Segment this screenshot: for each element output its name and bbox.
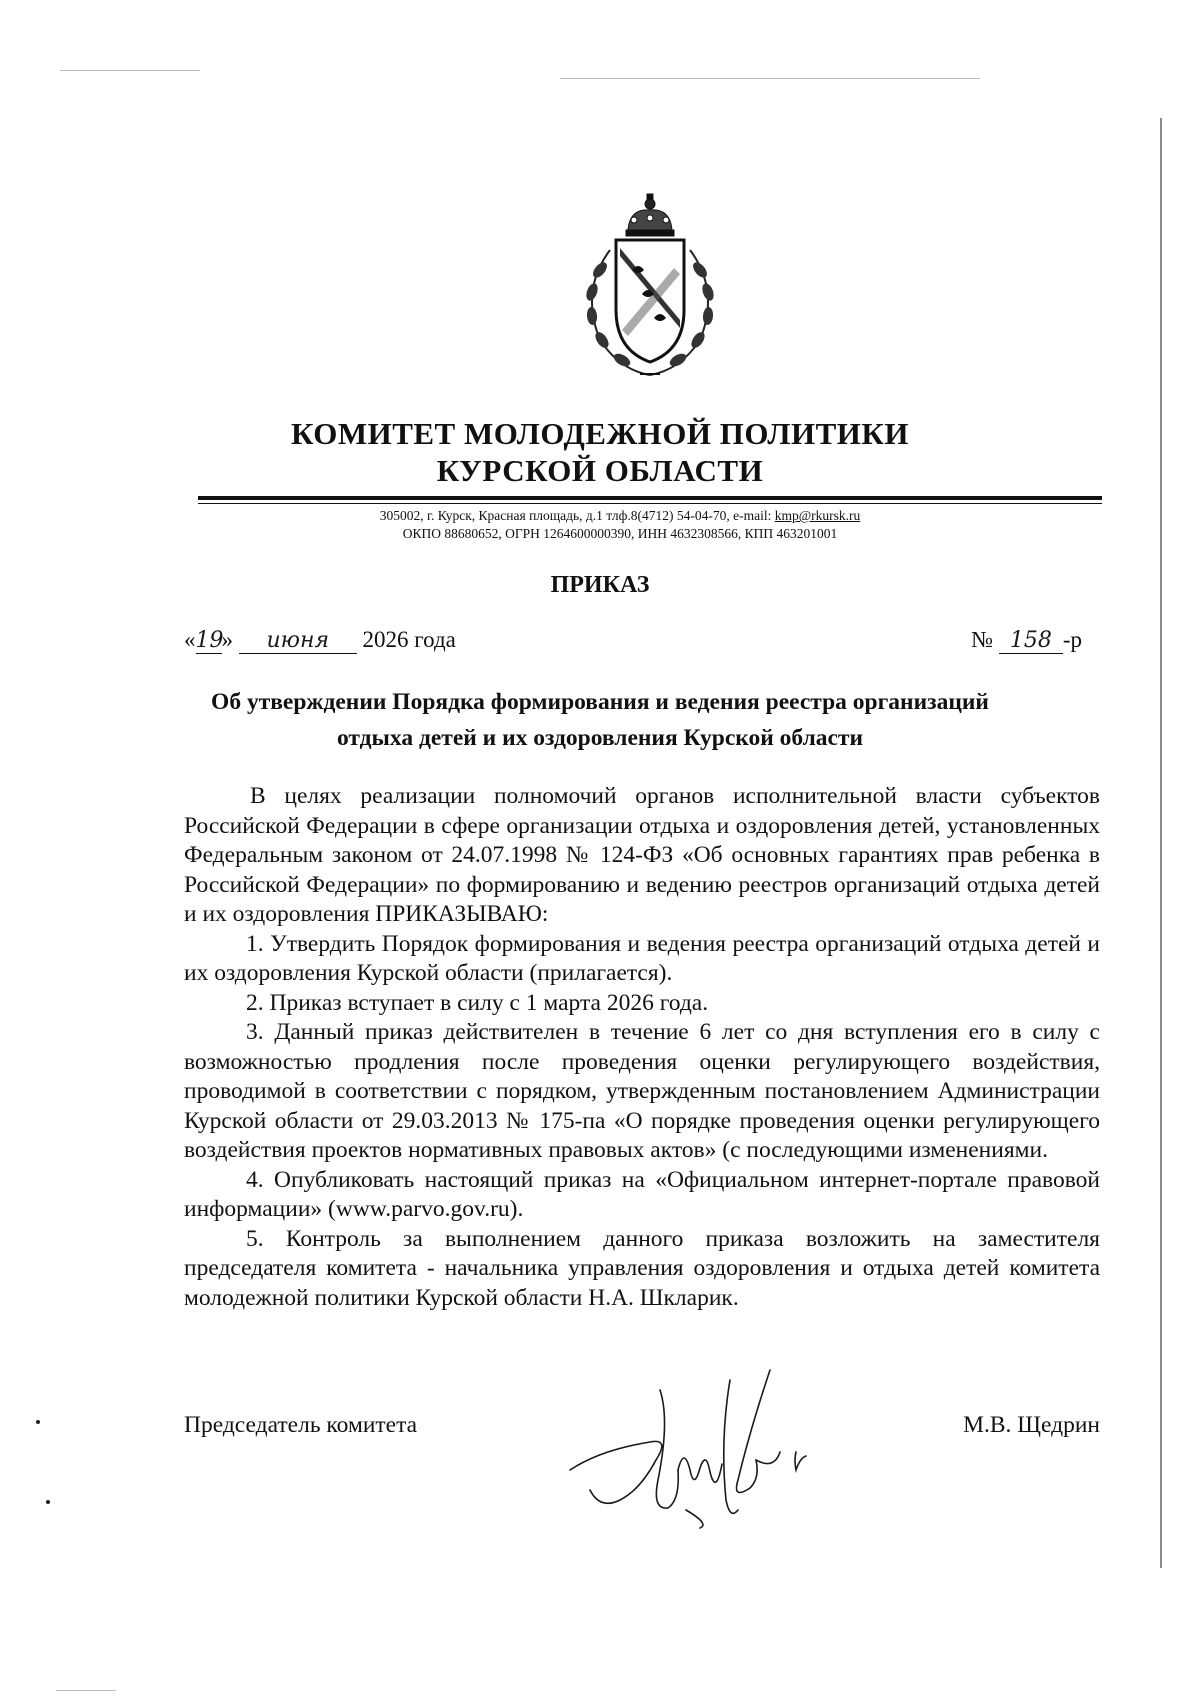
contact-line bbox=[0, 508, 1200, 524]
date-year: 2026 года bbox=[362, 627, 456, 652]
email-link[interactable]: kmp@rkursk.ru bbox=[774, 508, 861, 523]
number-value-handwritten: 158 bbox=[999, 628, 1063, 654]
number-suffix: -р bbox=[1062, 627, 1082, 652]
body-item-2: 2. Приказ вступает в силу с 1 марта 2026 года. bbox=[246, 989, 709, 1016]
order-body bbox=[184, 782, 1100, 1313]
header-double-rule-thin bbox=[198, 503, 1102, 504]
scan-artifact bbox=[36, 1420, 40, 1424]
date-day-handwritten: 19 bbox=[195, 628, 224, 653]
date-month-handwritten: июня bbox=[239, 628, 357, 654]
coat-of-arms-emblem bbox=[570, 190, 730, 385]
signer-name: М.В. Щедрин bbox=[963, 1412, 1100, 1438]
number-sign: № bbox=[971, 627, 994, 652]
body-item-5: 5. Контроль за выполнением данного приказа возложить на заместителя председателя комитета - начальника управления оздоровления и отдыха детей комитета молодежной политики Курской области Н.А. Шкларик. bbox=[184, 1225, 1100, 1311]
scan-edge-line bbox=[1160, 118, 1162, 1568]
document-type-title: ПРИКАЗ bbox=[550, 572, 650, 598]
signer-title: Председатель комитета bbox=[184, 1412, 418, 1438]
organization-name-line2: КУРСКОЙ ОБЛАСТИ bbox=[436, 453, 764, 488]
organization-name-line1: КОМИТЕТ МОЛОДЕЖНОЙ ПОЛИТИКИ bbox=[291, 416, 909, 451]
date-open-quote: « bbox=[184, 627, 196, 652]
body-intro-paragraph: В целях реализации полномочий органов исполнительной власти субъектов Российской Федерации в сфере организации отдыха и оздоровления детей, установленных Федеральным законом от 24.07.1998 № 124-ФЗ «Об основных гарантиях прав ребенка в Российской Федерации» по формированию и ведению реестров организаций отдыха детей и их оздоровления ПРИКАЗЫВАЮ: bbox=[184, 783, 1100, 927]
body-item-4: 4. Опубликовать настоящий приказ на «Официальном интернет-портале правовой информации» (www.parvo.gov.ru). bbox=[184, 1166, 1100, 1222]
scan-artifact bbox=[46, 1500, 50, 1504]
scan-artifact bbox=[60, 70, 200, 71]
order-subject-line1: Об утверждении Порядка формирования и ведения реестра организаций bbox=[211, 689, 989, 715]
order-subject-line2: отдыха детей и их оздоровления Курской области bbox=[336, 725, 864, 751]
address-text: 305002, г. Курск, Красная площадь, д.1 тлф.8(4712) 54-04-70, e-mail: bbox=[379, 508, 775, 523]
order-number bbox=[971, 627, 1082, 654]
header-double-rule-thick bbox=[198, 496, 1102, 500]
date-close-quote: » bbox=[221, 627, 233, 652]
body-item-3: 3. Данный приказ действителен в течение 6 лет со дня вступления его в силу с возможностью продления после проведения оценки регулирующего воздействия, проводимой в соответствии с порядком, утвержденным постановлением Администрации Курской области от 29.03.2013 № 175-па «О порядке проведения оценки регулирующего воздействия проектов нормативных правовых актов» (с последующими изменениями. bbox=[184, 1019, 1100, 1163]
scan-artifact bbox=[56, 1690, 116, 1691]
body-item-1: 1. Утвердить Порядок формирования и ведения реестра организаций отдыха детей и их оздоровления Курской области (прилагается). bbox=[184, 930, 1100, 986]
order-date bbox=[184, 627, 456, 654]
requisites-line: ОКПО 88680652, ОГРН 1264600000390, ИНН 4632308566, КПП 463201001 bbox=[402, 526, 838, 541]
handwritten-signature bbox=[560, 1360, 840, 1530]
scan-artifact bbox=[560, 78, 980, 79]
